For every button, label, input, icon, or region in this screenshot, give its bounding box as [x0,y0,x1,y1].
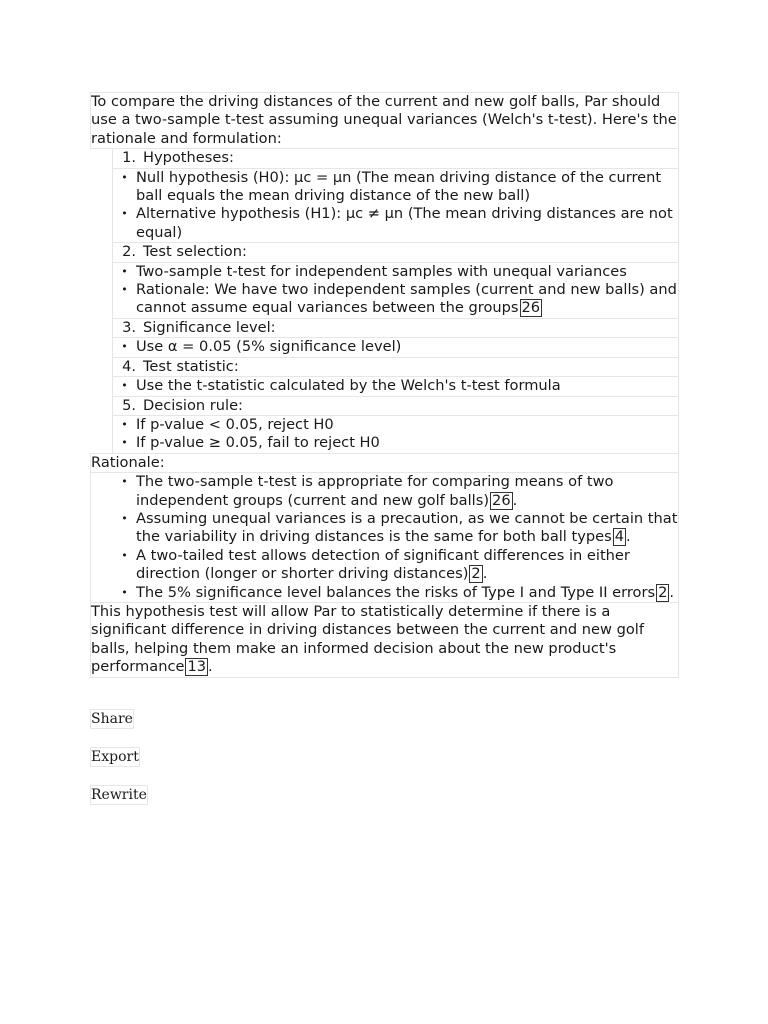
rewrite-button[interactable]: Rewrite [91,787,147,803]
step-bullets [112,168,679,244]
step-title: Test statistic: [143,357,239,375]
conclusion-period: . [208,658,213,676]
rationale-item [113,584,678,602]
bullet-text-wrap [136,263,678,281]
bullet-text-wrap [136,416,678,434]
bullet-item [113,416,678,434]
bullet-item [113,434,678,452]
rationale-text: Assuming unequal variances is a precaution, as we cannot be certain that the variability in driving distances is the same for both ball types [136,509,678,546]
rationale-period: . [512,491,518,509]
step-item [112,396,679,416]
step-item [112,242,679,262]
step-item [112,357,679,377]
bullet-item [113,377,678,395]
rationale-item [113,547,678,584]
bullet-text-wrap [136,434,678,452]
rationale-item [113,473,678,510]
step-number: 5. [122,396,136,414]
bullet-icon: • [121,585,128,599]
bullet-icon: • [121,379,128,393]
bullet-text-wrap [136,169,678,206]
bullet-icon: • [121,264,128,278]
bullet-item [113,205,678,242]
citation-link[interactable]: 13 [187,658,207,676]
step-number: 3. [122,318,136,336]
step-item [112,148,679,168]
step-item [112,318,679,338]
bullet-text: Use α = 0.05 (5% significance level) [136,338,402,356]
rationale-text-wrap [136,547,678,584]
bullet-text: Two-sample t-test for independent samples with unequal variances [136,262,627,280]
export-button[interactable]: Export [91,749,139,765]
intro-paragraph: To compare the driving distances of the current and new golf balls, Par should use a two-sample t-test assuming unequal variances (Welch's t-test). Here's the rationale and formulation: [90,92,679,149]
bullet-text-wrap [136,281,678,318]
rationale-period: . [626,528,631,546]
citation-link[interactable]: 2 [471,565,481,583]
bullet-item [113,281,678,318]
citation-link[interactable]: 4 [614,528,625,546]
bullet-text: Null hypothesis (H0): μc = μn (The mean driving distance of the current ball equals the mean driving distance of the new ball) [136,168,662,205]
rationale-item [113,510,678,547]
step-bullets [112,262,679,319]
bullet-item [113,263,678,281]
steps-list [90,148,679,454]
rationale-text-wrap [136,584,678,602]
step-title: Test selection: [143,243,247,261]
conclusion-paragraph [90,602,679,678]
rationale-period: . [482,565,488,583]
bullet-icon: • [121,548,128,562]
bullet-icon: • [121,340,128,354]
conclusion-text: This hypothesis test will allow Par to statistically determine if there is a significant difference in driving distances between the current and new golf balls, helping them make an informed decision about the new product's performance [91,602,644,676]
bullet-icon: • [121,283,128,297]
step-bullets [112,376,679,396]
rationale-text: A two-tailed test allows detection of significant differences in either direction (longer or shorter driving distances) [136,546,630,583]
rationale-heading: Rationale: [90,453,679,473]
step-title: Decision rule: [143,396,243,414]
step-number: 4. [122,357,136,375]
rationale-list [90,472,679,603]
bullet-icon: • [121,436,128,450]
bullet-icon: • [121,170,128,184]
step-title: Significance level: [143,318,276,336]
bullet-text-wrap [136,205,678,242]
bullet-icon: • [121,511,128,525]
bullet-item [113,169,678,206]
step-bullets [112,415,679,454]
rationale-text-wrap [136,510,678,547]
bullet-icon: • [121,207,128,221]
step-bullets [112,337,679,357]
bullet-item [113,338,678,356]
citation-link[interactable]: 26 [521,299,541,317]
rationale-period: . [669,583,675,601]
step-number: 2. [122,243,136,261]
bullet-text: If p-value < 0.05, reject H0 [136,415,334,433]
rationale-text: The two-sample t-test is appropriate for comparing means of two independent groups (current and new golf balls) [136,473,614,509]
step-number: 1. [122,149,136,167]
rationale-text: The 5% significance level balances the risks of Type I and Type II errors [136,583,656,601]
bullet-text-wrap [136,338,678,356]
rationale-text-wrap [136,473,678,510]
bullet-text-wrap [136,377,678,395]
citation-link[interactable]: 2 [658,583,668,601]
bullet-text: Rationale: We have two independent samples (current and new balls) and cannot assume equal variances between the groups [136,281,677,317]
bullet-icon: • [121,475,128,489]
bullet-text: Alternative hypothesis (H1): μc ≠ μn (The mean driving distances are not equal) [136,205,673,241]
bullet-text: Use the t-statistic calculated by the Welch's t-test formula [136,377,561,395]
bullet-icon: • [121,417,128,431]
step-title: Hypotheses: [143,149,234,167]
share-button[interactable]: Share [91,711,133,727]
answer-actions [90,709,148,823]
bullet-text: If p-value ≥ 0.05, fail to reject H0 [136,434,380,452]
answer-body [90,93,679,678]
citation-link[interactable]: 26 [492,491,511,509]
